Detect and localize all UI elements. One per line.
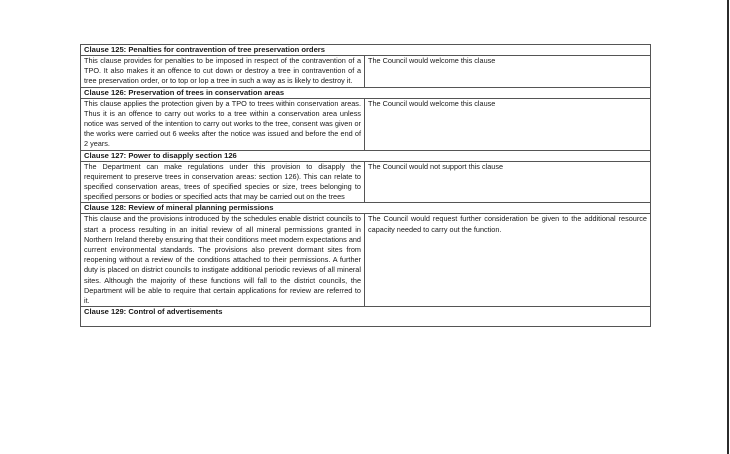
- clause-row: [81, 56, 651, 88]
- clause-heading-row: [81, 203, 651, 214]
- clause-description: This clause applies the protection given by a TPO to trees within conservation areas. Thus it is an offence to carry out works to a tree within a conservation area unless notice was served of the intention to carry out works to the tree, consent was given or the works were carried out 6 weeks after the notice was issued and before the end of 2 years.: [81, 98, 365, 150]
- clause-description: This clause provides for penalties to be imposed in respect of the contravention of a TPO. It also makes it an offence to cut down or destroy a tree in contravention of a tree preservation order, or to top or lop a tree in such a way as is likely to destroy it.: [81, 56, 365, 88]
- council-response: The Council would welcome this clause: [365, 56, 651, 88]
- clause-row: [81, 214, 651, 307]
- clause-row: [81, 98, 651, 150]
- clause-description: This clause and the provisions introduced by the schedules enable district councils to start a process resulting in an initial review of all mineral permissions granted in Northern Ireland thereby ensuring that their conditions meet modern expectations and current environmental standards. The provisions also prevent dormant sites from reopening without a review of the conditions attached to their permissions. A further duty is placed on district councils to instigate additional periodic reviews of all mineral sites. Although the majority of these functions will fall to the district councils, the Department will be able to require that certain applications for review are referred to it.: [81, 214, 365, 307]
- clause-heading: Clause 127: Power to disapply section 126: [81, 150, 651, 161]
- clause-heading: Clause 126: Preservation of trees in conservation areas: [81, 87, 651, 98]
- clause-heading-row: [81, 150, 651, 161]
- clause-heading: Clause 129: Control of advertisements: [81, 307, 651, 327]
- clause-row: [81, 161, 651, 203]
- clause-heading-row: [81, 307, 651, 327]
- council-response: The Council would not support this clause: [365, 161, 651, 203]
- clause-heading: Clause 128: Review of mineral planning permissions: [81, 203, 651, 214]
- council-response: The Council would request further consideration be given to the additional resource capacity needed to carry out the function.: [365, 214, 651, 307]
- council-response: The Council would welcome this clause: [365, 98, 651, 150]
- clause-heading-row: [81, 87, 651, 98]
- page-edge-rule: [727, 0, 729, 454]
- clause-heading: Clause 125: Penalties for contravention of tree preservation orders: [81, 45, 651, 56]
- clauses-table: [80, 44, 651, 327]
- clause-description: The Department can make regulations under this provision to disapply the requirement to preserve trees in conservation areas: section 126). This can relate to specified conservation areas, trees of specified species or size, trees belonging to specified persons or bodies or specified acts that may be carried out on the trees: [81, 161, 365, 203]
- clause-heading-row: [81, 45, 651, 56]
